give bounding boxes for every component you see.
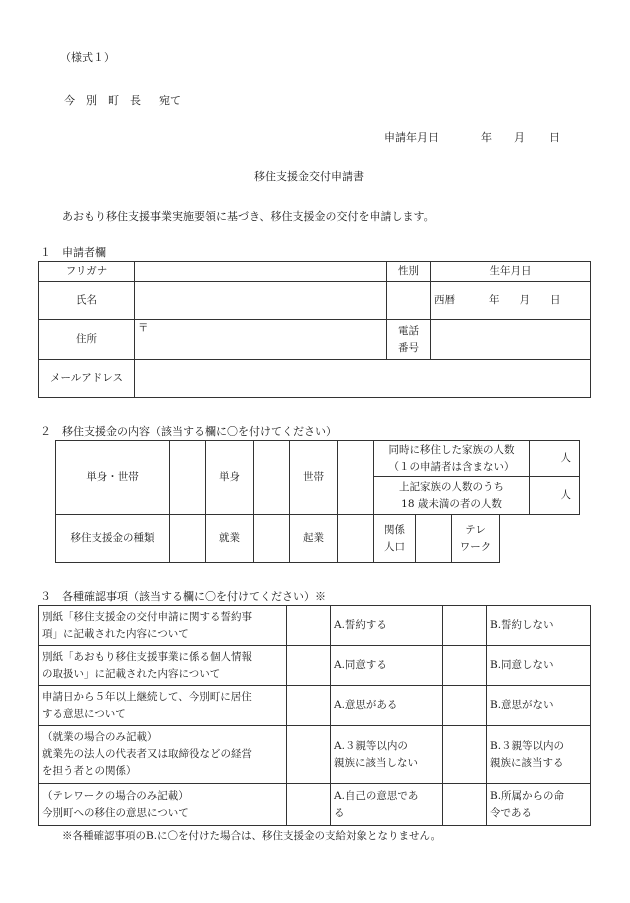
address-label: 住所 bbox=[39, 320, 135, 360]
intro-text: あおもり移住支援事業実施要領に基づき、移住支援金の交付を申請します。 bbox=[62, 210, 435, 223]
option-a-label bbox=[331, 784, 443, 826]
option-b-label bbox=[487, 646, 591, 686]
question-line0: （就業の場合のみ記載） bbox=[42, 731, 158, 743]
related-pop-checkbox[interactable] bbox=[416, 515, 452, 563]
gender-field[interactable] bbox=[387, 282, 431, 320]
empty-cell bbox=[530, 515, 580, 563]
furigana-label: フリガナ bbox=[39, 262, 135, 282]
option-b-checkbox[interactable] bbox=[443, 646, 487, 686]
option-b-checkbox[interactable] bbox=[443, 726, 487, 784]
birth-month: 月 bbox=[519, 294, 530, 306]
date-year: 年 bbox=[481, 131, 492, 144]
option-b-label bbox=[487, 726, 591, 784]
date-month: 月 bbox=[514, 131, 525, 144]
birth-year: 年 bbox=[489, 294, 500, 306]
question-cell bbox=[39, 646, 287, 686]
option-b-line1: B.同意しない bbox=[490, 659, 554, 671]
option-b-checkbox[interactable] bbox=[443, 606, 487, 646]
gender-label: 性別 bbox=[387, 262, 431, 282]
furigana-field[interactable] bbox=[135, 262, 387, 282]
question-cell bbox=[39, 726, 287, 784]
option-a-checkbox[interactable] bbox=[287, 646, 331, 686]
under18-label bbox=[374, 477, 530, 515]
startup-checkbox[interactable] bbox=[338, 515, 374, 563]
type-blank[interactable] bbox=[170, 515, 206, 563]
option-a-line1: A.誓約する bbox=[334, 619, 387, 631]
related-pop-line1: 関係 bbox=[384, 523, 405, 536]
question-line2: する意思について bbox=[42, 707, 126, 720]
email-label: メールアドレス bbox=[39, 360, 135, 398]
form-code: （様式１） bbox=[60, 51, 115, 64]
under18-unit: 人 bbox=[560, 489, 571, 501]
household-checkbox[interactable] bbox=[338, 441, 374, 515]
option-b-line1: B.意思がない bbox=[490, 699, 554, 711]
phone-field[interactable] bbox=[431, 320, 591, 360]
option-b-label bbox=[487, 686, 591, 726]
confirmation-row bbox=[39, 606, 591, 646]
phone-label-1: 電話 bbox=[398, 324, 419, 337]
option-b-line1: B.誓約しない bbox=[490, 619, 554, 631]
question-line1: 別紙「あおもり移住支援事業に係る個人情報 bbox=[42, 650, 252, 663]
option-b-line2: 親族に該当する bbox=[490, 756, 564, 769]
question-cell bbox=[39, 784, 287, 826]
option-a-checkbox[interactable] bbox=[287, 606, 331, 646]
single-household-label: 単身・世帯 bbox=[56, 441, 170, 515]
option-b-label bbox=[487, 606, 591, 646]
single-household-blank[interactable] bbox=[170, 441, 206, 515]
family-count-field[interactable] bbox=[530, 441, 580, 477]
family-count-unit: 人 bbox=[560, 452, 571, 464]
confirmation-table bbox=[38, 605, 591, 826]
postal-mark: 〒 bbox=[138, 322, 149, 334]
option-a-line1: A.３親等以内の bbox=[334, 739, 408, 752]
birthdate-label: 生年月日 bbox=[431, 262, 591, 282]
option-a-line1: A.自己の意思であ bbox=[334, 789, 419, 802]
startup-label: 起業 bbox=[290, 515, 338, 563]
option-a-checkbox[interactable] bbox=[287, 784, 331, 826]
phone-label bbox=[387, 320, 431, 360]
confirmation-row bbox=[39, 784, 591, 826]
question-line1: 別紙「移住支援金の交付申請に関する誓約事 bbox=[42, 610, 252, 623]
related-pop-line2: 人口 bbox=[384, 540, 405, 553]
section1-heading: １ 申請者欄 bbox=[40, 246, 106, 259]
name-field[interactable] bbox=[135, 282, 387, 320]
question-line2: の取扱い」に記載された内容について bbox=[42, 667, 221, 680]
date-day: 日 bbox=[549, 131, 560, 144]
family-count-line2: （１の申請者は含まない） bbox=[388, 460, 515, 473]
name-label: 氏名 bbox=[39, 282, 135, 320]
under18-field[interactable] bbox=[530, 477, 580, 515]
question-line1: 申請日から５年以上継続して、今別町に居住 bbox=[42, 690, 252, 703]
family-count-line1: 同時に移住した家族の人数 bbox=[388, 443, 515, 456]
question-cell bbox=[39, 606, 287, 646]
question-line1: （テレワークの場合のみ記載） bbox=[42, 789, 189, 802]
option-a-label bbox=[331, 726, 443, 784]
option-b-label bbox=[487, 784, 591, 826]
option-b-checkbox[interactable] bbox=[443, 686, 487, 726]
option-a-line1: A.意思がある bbox=[334, 699, 398, 711]
option-a-line1: A.同意する bbox=[334, 659, 387, 671]
question-line2: 項」に記載された内容について bbox=[42, 627, 189, 640]
option-a-checkbox[interactable] bbox=[287, 686, 331, 726]
confirmation-row bbox=[39, 686, 591, 726]
email-field[interactable] bbox=[135, 360, 591, 398]
support-content-table bbox=[55, 440, 580, 563]
document-title: 移住支援金交付申請書 bbox=[254, 170, 364, 183]
telework-line1: テレ bbox=[465, 523, 486, 536]
option-b-line2: 令である bbox=[490, 806, 532, 819]
under18-line2: 18 歳未満の者の人数 bbox=[401, 497, 502, 510]
option-a-label bbox=[331, 686, 443, 726]
telework-label bbox=[452, 515, 500, 563]
option-b-checkbox[interactable] bbox=[443, 784, 487, 826]
applicant-table bbox=[38, 261, 591, 398]
option-a-line2: 親族に該当しない bbox=[334, 756, 418, 769]
confirmation-row bbox=[39, 726, 591, 784]
option-a-label bbox=[331, 606, 443, 646]
question-line2: を担う者との関係） bbox=[42, 765, 137, 777]
under18-line1: 上記家族の人数のうち bbox=[399, 480, 504, 493]
option-b-line1: B.所属からの命 bbox=[490, 789, 565, 802]
section3-heading: ３ 各種確認事項（該当する欄に〇を付けてください）※ bbox=[40, 590, 326, 603]
section2-heading: ２ 移住支援金の内容（該当する欄に〇を付けてください） bbox=[40, 425, 337, 438]
option-a-label bbox=[331, 646, 443, 686]
question-cell bbox=[39, 686, 287, 726]
question-line1: 就業先の法人の代表者又は取締役などの経営 bbox=[42, 748, 252, 760]
option-a-checkbox[interactable] bbox=[287, 726, 331, 784]
household-label: 世帯 bbox=[290, 441, 338, 515]
birthdate-field[interactable] bbox=[431, 282, 591, 320]
birth-day: 日 bbox=[550, 294, 561, 306]
related-pop-label bbox=[374, 515, 416, 563]
addressee-suffix: 宛て bbox=[159, 94, 181, 107]
option-b-line1: B.３親等以内の bbox=[490, 739, 565, 752]
footnote: ※各種確認事項のB.に〇を付けた場合は、移住支援金の支給対象となりません。 bbox=[62, 830, 442, 842]
single-checkbox[interactable] bbox=[254, 441, 290, 515]
employment-label: 就業 bbox=[206, 515, 254, 563]
type-label: 移住支援金の種類 bbox=[56, 515, 170, 563]
confirmation-row bbox=[39, 646, 591, 686]
address-field[interactable] bbox=[135, 320, 387, 360]
question-line2: 今別町への移住の意思について bbox=[42, 806, 189, 819]
option-a-line2: る bbox=[334, 806, 345, 819]
single-label: 単身 bbox=[206, 441, 254, 515]
addressee bbox=[64, 92, 181, 108]
employment-checkbox[interactable] bbox=[254, 515, 290, 563]
seireki-label: 西暦 bbox=[434, 294, 455, 306]
telework-line2: ワーク bbox=[459, 540, 492, 553]
application-date bbox=[384, 129, 560, 145]
family-count-label bbox=[374, 441, 530, 477]
addressee-name: 今 別 町 長 bbox=[64, 94, 141, 107]
telework-checkbox[interactable] bbox=[500, 515, 530, 563]
phone-label-2: 番号 bbox=[398, 341, 419, 354]
date-label: 申請年月日 bbox=[384, 131, 439, 144]
